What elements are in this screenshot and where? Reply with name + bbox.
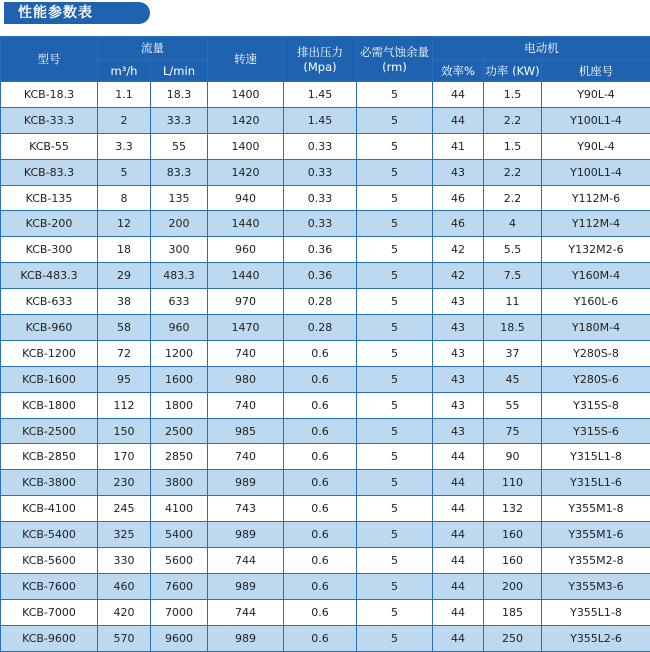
- cell-speed: 740: [208, 392, 284, 418]
- table-row: [1, 340, 650, 366]
- cell-speed: 1400: [208, 82, 284, 108]
- cell-npsh: 5: [357, 366, 433, 392]
- cell-npsh: 5: [357, 522, 433, 548]
- cell-model: KCB-4100: [1, 496, 98, 522]
- cell-flow-m3h: 12: [98, 211, 151, 237]
- cell-power: 18.5: [484, 315, 542, 341]
- cell-pressure: 0.6: [284, 340, 357, 366]
- cell-npsh: 5: [357, 470, 433, 496]
- cell-flow-m3h: 29: [98, 263, 151, 289]
- cell-frame: Y355M3-6: [542, 573, 650, 599]
- cell-power: 110: [484, 470, 542, 496]
- cell-power: 132: [484, 496, 542, 522]
- cell-flow-lmin: 2850: [151, 444, 208, 470]
- cell-flow-lmin: 300: [151, 237, 208, 263]
- cell-flow-lmin: 5600: [151, 548, 208, 574]
- cell-flow-m3h: 330: [98, 548, 151, 574]
- cell-npsh: 5: [357, 237, 433, 263]
- cell-flow-lmin: 200: [151, 211, 208, 237]
- cell-pressure: 0.6: [284, 470, 357, 496]
- cell-power: 1.5: [484, 133, 542, 159]
- cell-flow-lmin: 135: [151, 185, 208, 211]
- cell-npsh: 5: [357, 496, 433, 522]
- cell-pressure: 0.6: [284, 625, 357, 651]
- table-row: [1, 470, 650, 496]
- cell-speed: 989: [208, 470, 284, 496]
- table-row: [1, 315, 650, 341]
- cell-efficiency: 44: [433, 548, 484, 574]
- cell-pressure: 0.6: [284, 522, 357, 548]
- cell-power: 55: [484, 392, 542, 418]
- cell-flow-m3h: 150: [98, 418, 151, 444]
- header-speed: 转速: [208, 37, 284, 82]
- cell-npsh: 5: [357, 392, 433, 418]
- cell-npsh: 5: [357, 315, 433, 341]
- cell-npsh: 5: [357, 548, 433, 574]
- cell-flow-lmin: 83.3: [151, 159, 208, 185]
- cell-flow-m3h: 2: [98, 107, 151, 133]
- cell-power: 4: [484, 211, 542, 237]
- cell-efficiency: 43: [433, 418, 484, 444]
- page-title: 性能参数表: [4, 2, 150, 24]
- cell-frame: Y160L-6: [542, 289, 650, 315]
- header-npsh-unit: (rm): [357, 60, 432, 74]
- cell-npsh: 5: [357, 340, 433, 366]
- cell-flow-lmin: 18.3: [151, 82, 208, 108]
- cell-speed: 1440: [208, 263, 284, 289]
- cell-npsh: 5: [357, 625, 433, 651]
- table-row: [1, 573, 650, 599]
- cell-flow-lmin: 2500: [151, 418, 208, 444]
- table-row: [1, 444, 650, 470]
- cell-efficiency: 42: [433, 263, 484, 289]
- cell-power: 2.2: [484, 159, 542, 185]
- cell-model: KCB-633: [1, 289, 98, 315]
- cell-pressure: 0.6: [284, 418, 357, 444]
- cell-npsh: 5: [357, 133, 433, 159]
- cell-flow-lmin: 55: [151, 133, 208, 159]
- cell-power: 185: [484, 599, 542, 625]
- header-power: 功率 (KW): [484, 60, 542, 82]
- cell-model: KCB-18.3: [1, 82, 98, 108]
- cell-power: 75: [484, 418, 542, 444]
- cell-speed: 1470: [208, 315, 284, 341]
- cell-pressure: 0.33: [284, 211, 357, 237]
- cell-pressure: 0.28: [284, 289, 357, 315]
- cell-flow-m3h: 5: [98, 159, 151, 185]
- cell-efficiency: 43: [433, 366, 484, 392]
- table-row: [1, 418, 650, 444]
- header-pressure-label: 排出压力: [284, 44, 356, 60]
- cell-model: KCB-200: [1, 211, 98, 237]
- cell-pressure: 0.6: [284, 548, 357, 574]
- cell-flow-lmin: 33.3: [151, 107, 208, 133]
- cell-npsh: 5: [357, 418, 433, 444]
- cell-speed: 989: [208, 573, 284, 599]
- cell-flow-lmin: 4100: [151, 496, 208, 522]
- cell-efficiency: 44: [433, 496, 484, 522]
- cell-flow-m3h: 18: [98, 237, 151, 263]
- table-row: [1, 82, 650, 108]
- cell-efficiency: 44: [433, 444, 484, 470]
- cell-speed: 1420: [208, 107, 284, 133]
- header-npsh-label: 必需气蚀余量: [357, 44, 432, 60]
- cell-efficiency: 43: [433, 315, 484, 341]
- cell-power: 160: [484, 522, 542, 548]
- cell-pressure: 1.45: [284, 82, 357, 108]
- cell-efficiency: 44: [433, 107, 484, 133]
- cell-efficiency: 41: [433, 133, 484, 159]
- cell-speed: 743: [208, 496, 284, 522]
- header-flow-lmin: L/min: [151, 60, 208, 82]
- cell-frame: Y315S-6: [542, 418, 650, 444]
- cell-efficiency: 46: [433, 185, 484, 211]
- cell-flow-lmin: 7000: [151, 599, 208, 625]
- cell-frame: Y355M1-6: [542, 522, 650, 548]
- cell-frame: Y355L2-6: [542, 625, 650, 651]
- cell-pressure: 0.33: [284, 133, 357, 159]
- cell-efficiency: 44: [433, 470, 484, 496]
- cell-frame: Y132M2-6: [542, 237, 650, 263]
- cell-npsh: 5: [357, 444, 433, 470]
- cell-pressure: 0.6: [284, 392, 357, 418]
- cell-frame: Y315S-8: [542, 392, 650, 418]
- cell-model: KCB-83.3: [1, 159, 98, 185]
- table-row: [1, 625, 650, 651]
- cell-model: KCB-5400: [1, 522, 98, 548]
- cell-speed: 1400: [208, 133, 284, 159]
- cell-flow-m3h: 38: [98, 289, 151, 315]
- cell-flow-m3h: 325: [98, 522, 151, 548]
- table-row: [1, 185, 650, 211]
- cell-model: KCB-5600: [1, 548, 98, 574]
- cell-npsh: 5: [357, 263, 433, 289]
- table-row: [1, 211, 650, 237]
- cell-model: KCB-1200: [1, 340, 98, 366]
- cell-flow-lmin: 9600: [151, 625, 208, 651]
- table-row: [1, 496, 650, 522]
- cell-speed: 1440: [208, 211, 284, 237]
- cell-frame: Y180M-4: [542, 315, 650, 341]
- cell-power: 200: [484, 573, 542, 599]
- cell-frame: Y100L1-4: [542, 159, 650, 185]
- cell-speed: 989: [208, 522, 284, 548]
- cell-power: 2.2: [484, 185, 542, 211]
- cell-frame: Y90L-4: [542, 133, 650, 159]
- cell-model: KCB-960: [1, 315, 98, 341]
- cell-frame: Y355L1-8: [542, 599, 650, 625]
- cell-efficiency: 43: [433, 392, 484, 418]
- cell-speed: 989: [208, 625, 284, 651]
- cell-power: 160: [484, 548, 542, 574]
- table-row: [1, 159, 650, 185]
- header-pressure-unit: (Mpa): [284, 60, 356, 74]
- table-body: [1, 82, 650, 652]
- cell-flow-m3h: 170: [98, 444, 151, 470]
- cell-npsh: 5: [357, 599, 433, 625]
- cell-pressure: 0.6: [284, 599, 357, 625]
- table-row: [1, 289, 650, 315]
- cell-npsh: 5: [357, 107, 433, 133]
- cell-pressure: 0.6: [284, 444, 357, 470]
- cell-flow-m3h: 420: [98, 599, 151, 625]
- cell-frame: Y355M1-8: [542, 496, 650, 522]
- cell-efficiency: 43: [433, 289, 484, 315]
- cell-flow-lmin: 1800: [151, 392, 208, 418]
- cell-power: 45: [484, 366, 542, 392]
- cell-flow-m3h: 8: [98, 185, 151, 211]
- cell-model: KCB-483.3: [1, 263, 98, 289]
- cell-flow-m3h: 3.3: [98, 133, 151, 159]
- cell-efficiency: 42: [433, 237, 484, 263]
- cell-flow-m3h: 230: [98, 470, 151, 496]
- cell-frame: Y280S-6: [542, 366, 650, 392]
- cell-power: 11: [484, 289, 542, 315]
- cell-flow-lmin: 3800: [151, 470, 208, 496]
- table-row: [1, 366, 650, 392]
- cell-flow-m3h: 112: [98, 392, 151, 418]
- cell-npsh: 5: [357, 82, 433, 108]
- cell-flow-lmin: 960: [151, 315, 208, 341]
- cell-flow-lmin: 7600: [151, 573, 208, 599]
- header-model: 型号: [1, 37, 98, 82]
- cell-model: KCB-1800: [1, 392, 98, 418]
- cell-pressure: 1.45: [284, 107, 357, 133]
- cell-efficiency: 44: [433, 625, 484, 651]
- cell-power: 37: [484, 340, 542, 366]
- header-frame: 机座号: [542, 60, 650, 82]
- cell-pressure: 0.33: [284, 159, 357, 185]
- cell-power: 90: [484, 444, 542, 470]
- cell-flow-m3h: 72: [98, 340, 151, 366]
- cell-speed: 744: [208, 599, 284, 625]
- cell-speed: 970: [208, 289, 284, 315]
- cell-flow-lmin: 1600: [151, 366, 208, 392]
- cell-model: KCB-1600: [1, 366, 98, 392]
- cell-power: 2.2: [484, 107, 542, 133]
- cell-flow-lmin: 1200: [151, 340, 208, 366]
- table-row: [1, 263, 650, 289]
- cell-npsh: 5: [357, 159, 433, 185]
- cell-pressure: 0.6: [284, 573, 357, 599]
- cell-flow-lmin: 5400: [151, 522, 208, 548]
- cell-pressure: 0.33: [284, 185, 357, 211]
- header-efficiency: 效率%: [433, 60, 484, 82]
- cell-model: KCB-135: [1, 185, 98, 211]
- cell-power: 7.5: [484, 263, 542, 289]
- cell-flow-m3h: 460: [98, 573, 151, 599]
- cell-power: 5.5: [484, 237, 542, 263]
- cell-speed: 740: [208, 444, 284, 470]
- cell-model: KCB-7000: [1, 599, 98, 625]
- cell-frame: Y280S-8: [542, 340, 650, 366]
- cell-frame: Y315L1-6: [542, 470, 650, 496]
- header-motor: 电动机: [433, 37, 650, 60]
- cell-flow-m3h: 58: [98, 315, 151, 341]
- cell-speed: 1420: [208, 159, 284, 185]
- cell-frame: Y112M-6: [542, 185, 650, 211]
- cell-efficiency: 44: [433, 82, 484, 108]
- table-row: [1, 599, 650, 625]
- cell-pressure: 0.36: [284, 237, 357, 263]
- table-row: [1, 133, 650, 159]
- header-pressure: [284, 37, 357, 82]
- table-row: [1, 392, 650, 418]
- cell-model: KCB-300: [1, 237, 98, 263]
- cell-pressure: 0.36: [284, 263, 357, 289]
- cell-speed: 740: [208, 340, 284, 366]
- cell-flow-lmin: 483.3: [151, 263, 208, 289]
- cell-frame: Y315L1-8: [542, 444, 650, 470]
- cell-efficiency: 44: [433, 599, 484, 625]
- cell-power: 250: [484, 625, 542, 651]
- cell-power: 1.5: [484, 82, 542, 108]
- cell-frame: Y100L1-4: [542, 107, 650, 133]
- table-row: [1, 107, 650, 133]
- cell-model: KCB-55: [1, 133, 98, 159]
- cell-flow-m3h: 570: [98, 625, 151, 651]
- cell-flow-lmin: 633: [151, 289, 208, 315]
- header-flow: 流量: [98, 37, 208, 60]
- cell-pressure: 0.28: [284, 315, 357, 341]
- cell-frame: Y355M2-8: [542, 548, 650, 574]
- table-row: [1, 548, 650, 574]
- cell-npsh: 5: [357, 211, 433, 237]
- cell-npsh: 5: [357, 289, 433, 315]
- table-row: [1, 237, 650, 263]
- cell-efficiency: 43: [433, 159, 484, 185]
- cell-model: KCB-33.3: [1, 107, 98, 133]
- cell-flow-m3h: 95: [98, 366, 151, 392]
- cell-efficiency: 44: [433, 573, 484, 599]
- table-row: [1, 522, 650, 548]
- cell-npsh: 5: [357, 185, 433, 211]
- cell-efficiency: 44: [433, 522, 484, 548]
- cell-speed: 985: [208, 418, 284, 444]
- header-npsh: [357, 37, 433, 82]
- cell-speed: 960: [208, 237, 284, 263]
- cell-model: KCB-2500: [1, 418, 98, 444]
- cell-model: KCB-7600: [1, 573, 98, 599]
- cell-model: KCB-2850: [1, 444, 98, 470]
- cell-frame: Y112M-4: [542, 211, 650, 237]
- cell-flow-m3h: 1.1: [98, 82, 151, 108]
- header-flow-m3: m³/h: [98, 60, 151, 82]
- cell-frame: Y90L-4: [542, 82, 650, 108]
- cell-model: KCB-3800: [1, 470, 98, 496]
- cell-pressure: 0.6: [284, 496, 357, 522]
- cell-model: KCB-9600: [1, 625, 98, 651]
- cell-efficiency: 46: [433, 211, 484, 237]
- cell-speed: 744: [208, 548, 284, 574]
- cell-speed: 980: [208, 366, 284, 392]
- cell-npsh: 5: [357, 573, 433, 599]
- cell-speed: 940: [208, 185, 284, 211]
- cell-efficiency: 43: [433, 340, 484, 366]
- cell-frame: Y160M-4: [542, 263, 650, 289]
- cell-pressure: 0.6: [284, 366, 357, 392]
- performance-table: [0, 36, 650, 652]
- cell-flow-m3h: 245: [98, 496, 151, 522]
